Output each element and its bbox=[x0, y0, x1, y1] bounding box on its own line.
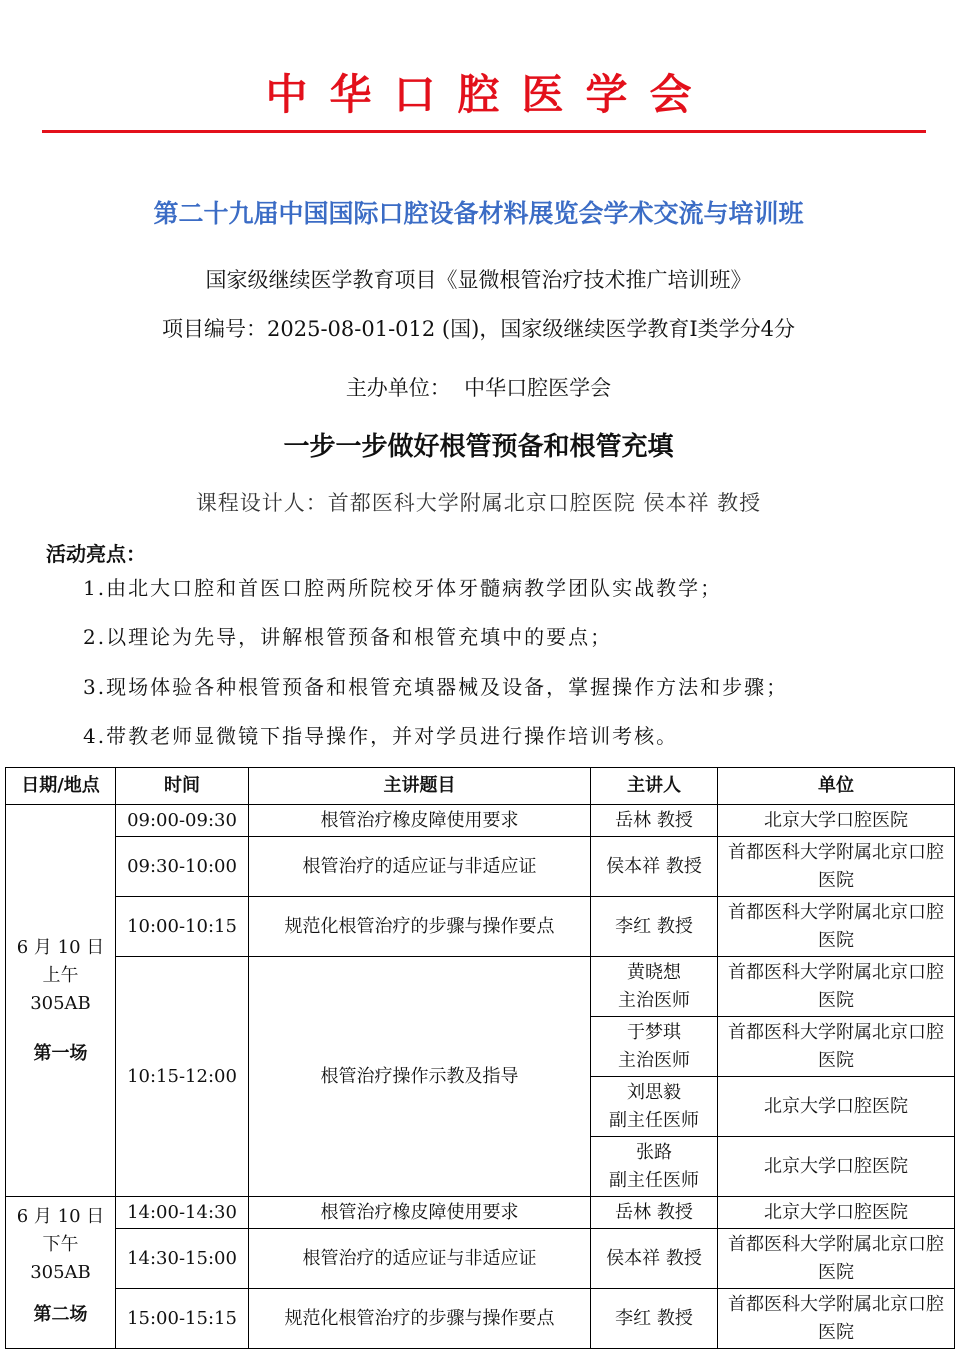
table-row bbox=[6, 1197, 955, 1229]
topic-cell: 根管治疗的适应证与非适应证 bbox=[249, 1229, 591, 1289]
table-row bbox=[6, 1229, 955, 1289]
session-date: 6 月 10 日 bbox=[16, 1206, 105, 1227]
speaker-title: 主治医师 bbox=[618, 989, 690, 1011]
course-designer: 课程设计人：首都医科大学附属北京口腔医院 侯本祥 教授 bbox=[195, 491, 762, 515]
topic-cell: 根管治疗橡皮障使用要求 bbox=[249, 1197, 591, 1229]
speaker-cell: 李红 教授 bbox=[591, 1289, 718, 1349]
header-time: 时间 bbox=[116, 768, 249, 805]
highlight-item: 2.以理论为先导，讲解根管预备和根管充填中的要点； bbox=[83, 625, 613, 649]
unit-cell: 北京大学口腔医院 bbox=[718, 1197, 955, 1229]
unit-cell: 首都医科大学附属北京口腔医院 bbox=[718, 1289, 955, 1349]
header-speaker: 主讲人 bbox=[591, 768, 718, 805]
topic-cell: 根管治疗橡皮障使用要求 bbox=[249, 805, 591, 837]
session-period: 下午 bbox=[42, 1234, 79, 1255]
session2-date-cell bbox=[6, 1197, 116, 1349]
table-row bbox=[6, 805, 955, 837]
topic-cell: 规范化根管治疗的步骤与操作要点 bbox=[249, 897, 591, 957]
speaker-name: 张路 bbox=[636, 1141, 672, 1163]
session-name: 第一场 bbox=[33, 1042, 88, 1064]
session1-date-cell bbox=[6, 805, 116, 1197]
unit-cell: 首都医科大学附属北京口腔医院 bbox=[718, 1229, 955, 1289]
table-row bbox=[6, 837, 955, 897]
highlight-item: 1.由北大口腔和首医口腔两所院校牙体牙髓病教学团队实战教学； bbox=[83, 576, 723, 600]
speaker-name: 黄晓想 bbox=[627, 961, 681, 983]
time-cell: 14:30-15:00 bbox=[116, 1229, 249, 1289]
event-title: 第二十九届中国国际口腔设备材料展览会学术交流与培训班 bbox=[153, 199, 804, 228]
unit-cell: 首都医科大学附属北京口腔医院 bbox=[718, 897, 955, 957]
header-topic: 主讲题目 bbox=[249, 768, 591, 805]
highlight-item: 4.带教老师显微镜下指导操作，并对学员进行操作培训考核。 bbox=[83, 724, 679, 748]
speaker-cell: 岳林 教授 bbox=[591, 805, 718, 837]
speaker-title: 副主任医师 bbox=[609, 1169, 699, 1191]
header-unit: 单位 bbox=[718, 768, 955, 805]
speaker-cell: 岳林 教授 bbox=[591, 1197, 718, 1229]
topic-cell: 根管治疗的适应证与非适应证 bbox=[249, 837, 591, 897]
speaker-cell: 侯本祥 教授 bbox=[591, 1229, 718, 1289]
unit-cell: 首都医科大学附属北京口腔医院 bbox=[718, 837, 955, 897]
time-cell: 10:00-10:15 bbox=[116, 897, 249, 957]
header-date: 日期/地点 bbox=[6, 768, 116, 805]
speaker-cell: 侯本祥 教授 bbox=[591, 837, 718, 897]
speaker-cell bbox=[591, 1137, 718, 1197]
time-cell: 09:30-10:00 bbox=[116, 837, 249, 897]
table-row bbox=[6, 1289, 955, 1349]
table-row bbox=[6, 897, 955, 957]
speaker-name: 于梦琪 bbox=[627, 1021, 681, 1043]
highlights-title: 活动亮点： bbox=[46, 542, 146, 566]
speaker-name: 刘思毅 bbox=[627, 1081, 681, 1103]
schedule-table bbox=[5, 767, 955, 1349]
time-cell: 09:00-09:30 bbox=[116, 805, 249, 837]
table-row bbox=[6, 957, 955, 1017]
time-cell: 10:15-12:00 bbox=[116, 957, 249, 1197]
session-period: 上午 bbox=[42, 964, 79, 986]
topic-cell: 规范化根管治疗的步骤与操作要点 bbox=[249, 1289, 591, 1349]
header-divider bbox=[42, 130, 926, 133]
speaker-cell bbox=[591, 1017, 718, 1077]
course-title: 一步一步做好根管预备和根管充填 bbox=[283, 432, 674, 462]
host-organization: 主办单位： 中华口腔医学会 bbox=[345, 376, 612, 400]
highlight-item: 3.现场体验各种根管预备和根管充填器械及设备，掌握操作方法和步骤； bbox=[83, 675, 789, 699]
unit-cell: 北京大学口腔医院 bbox=[718, 805, 955, 837]
topic-cell: 根管治疗操作示教及指导 bbox=[249, 957, 591, 1197]
session-date: 6 月 10 日 bbox=[16, 936, 105, 958]
session-name: 第二场 bbox=[33, 1304, 88, 1325]
table-header-row bbox=[6, 768, 955, 805]
project-code: 项目编号：2025-08-01-012 (国)，国家级继续医学教育I类学分4分 bbox=[162, 317, 795, 341]
speaker-cell bbox=[591, 1077, 718, 1137]
speaker-cell: 李红 教授 bbox=[591, 897, 718, 957]
unit-cell: 北京大学口腔医院 bbox=[718, 1137, 955, 1197]
session-room: 305AB bbox=[30, 1262, 91, 1283]
speaker-cell bbox=[591, 957, 718, 1017]
speaker-title: 主治医师 bbox=[618, 1049, 690, 1071]
project-name: 国家级继续医学教育项目《显微根管治疗技术推广培训班》 bbox=[205, 268, 752, 292]
time-cell: 14:00-14:30 bbox=[116, 1197, 249, 1229]
time-cell: 15:00-15:15 bbox=[116, 1289, 249, 1349]
org-title: 中华口腔医学会 bbox=[265, 70, 714, 119]
unit-cell: 北京大学口腔医院 bbox=[718, 1077, 955, 1137]
unit-cell: 首都医科大学附属北京口腔医院 bbox=[718, 957, 955, 1017]
session-room: 305AB bbox=[30, 992, 91, 1014]
speaker-title: 副主任医师 bbox=[609, 1109, 699, 1131]
unit-cell: 首都医科大学附属北京口腔医院 bbox=[718, 1017, 955, 1077]
